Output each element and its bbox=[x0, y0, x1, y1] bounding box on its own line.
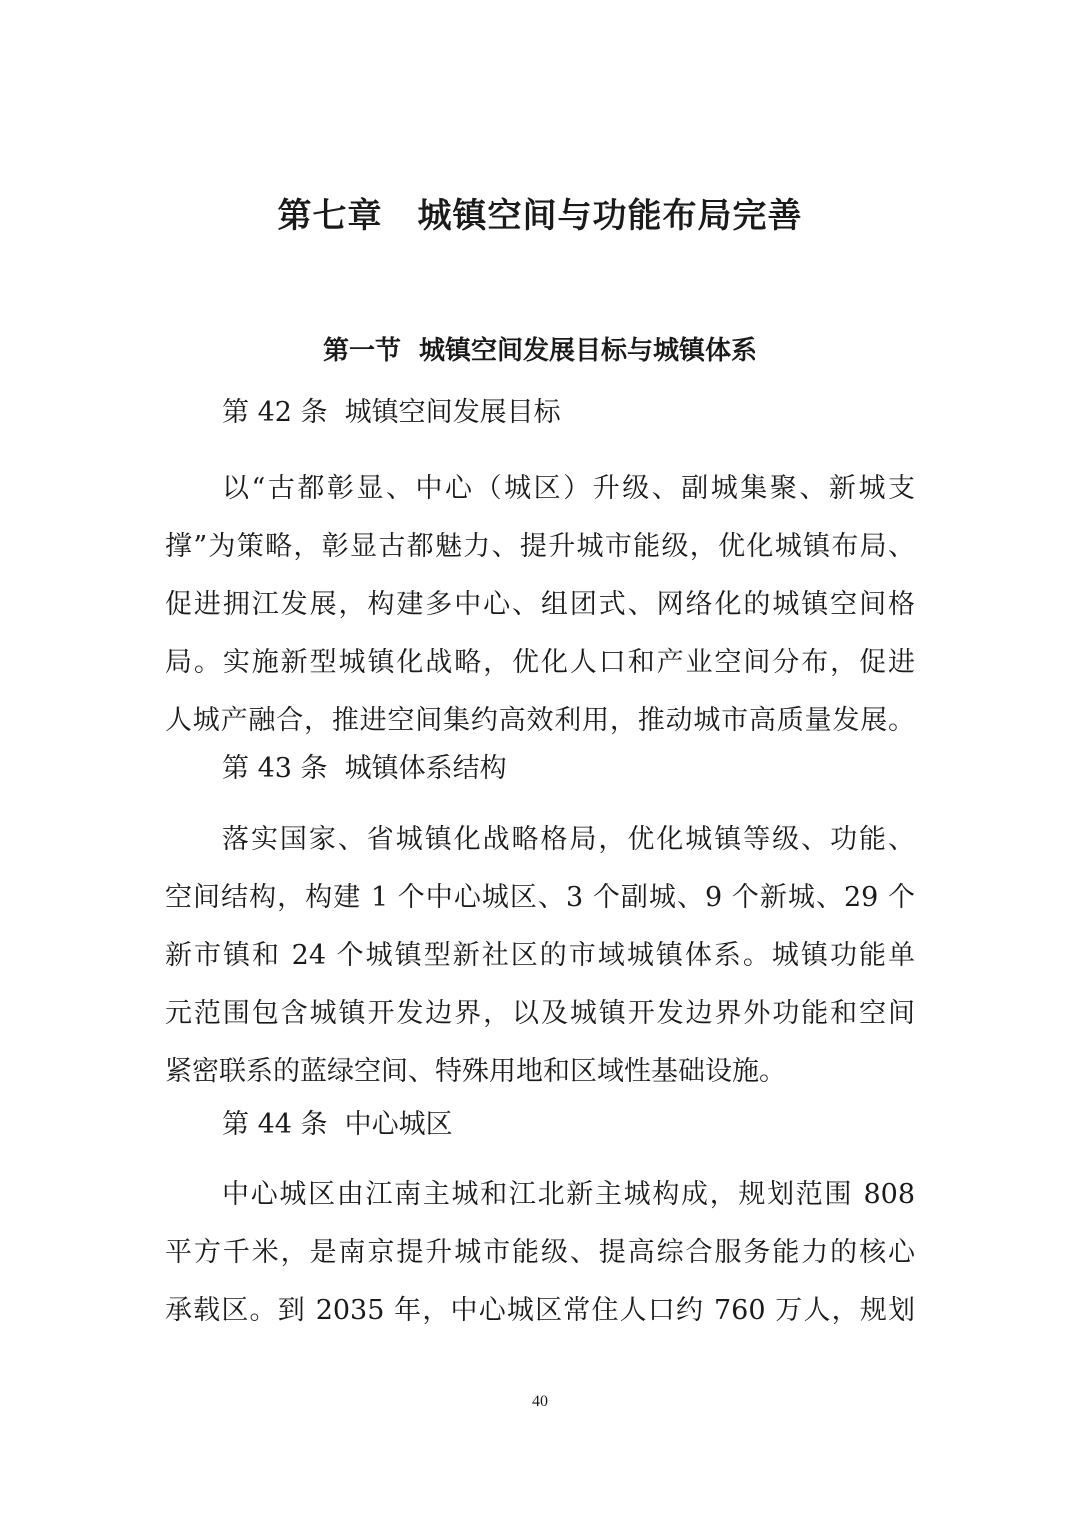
paragraph-line: 紧密联系的蓝绿空间、特殊用地和区域性基础设施。 bbox=[165, 1056, 786, 1087]
paragraph-line: 元范围包含城镇开发边界，以及城镇开发边界外功能和空间 bbox=[165, 998, 915, 1029]
paragraph-line: 承载区。到 2035 年，中心城区常住人口约 760 万人，规划 bbox=[165, 1295, 915, 1326]
article-body-43 bbox=[165, 811, 915, 1101]
chapter-title: 第七章 城镇空间与功能布局完善 bbox=[277, 196, 803, 236]
article-heading-43: 第 43 条 城镇体系结构 bbox=[222, 753, 507, 784]
section-title: 第一节 城镇空间发展目标与城镇体系 bbox=[322, 336, 758, 366]
paragraph-line: 落实国家、省城镇化战略格局，优化城镇等级、功能、 bbox=[222, 824, 915, 855]
paragraph-line: 局。实施新型城镇化战略，优化人口和产业空间分布，促进 bbox=[165, 647, 915, 678]
paragraph-line: 中心城区由江南主城和江北新主城构成，规划范围 808 bbox=[222, 1179, 915, 1210]
paragraph-line: 新市镇和 24 个城镇型新社区的市域城镇体系。城镇功能单 bbox=[165, 940, 915, 971]
paragraph-line: 人城产融合，推进空间集约高效利用，推动城市高质量发展。 bbox=[165, 705, 915, 736]
paragraph-line: 撑”为策略，彰显古都魅力、提升城市能级，优化城镇布局、 bbox=[165, 531, 915, 562]
article-body-44 bbox=[165, 1166, 915, 1340]
article-body-42 bbox=[165, 460, 915, 750]
paragraph-line: 空间结构，构建 1 个中心城区、3 个副城、9 个新城、29 个 bbox=[165, 882, 915, 913]
article-heading-44: 第 44 条 中心城区 bbox=[222, 1109, 453, 1140]
article-heading-42: 第 42 条 城镇空间发展目标 bbox=[222, 397, 561, 428]
page-number: 40 bbox=[532, 1393, 548, 1410]
paragraph-line: 促进拥江发展，构建多中心、组团式、网络化的城镇空间格 bbox=[165, 589, 915, 620]
paragraph-line: 平方千米，是南京提升城市能级、提高综合服务能力的核心 bbox=[165, 1237, 915, 1268]
paragraph-line: 以“古都彰显、中心（城区）升级、副城集聚、新城支 bbox=[222, 473, 915, 504]
